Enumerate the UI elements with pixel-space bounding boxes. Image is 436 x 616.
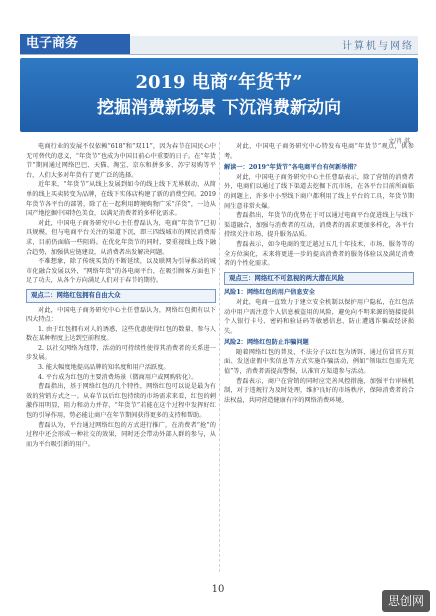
list-item: 1. 由于红包拥有对人的诱惑，这些优惠使得红包的数量、参与人数在某种程度上达到空前程度。	[26, 325, 216, 343]
byline: 文/肖 淇	[388, 138, 410, 145]
paragraph: 对此，中国电子商务研究中心主任曹磊认为，电商“年货节”已初具规模，但与电商平台关注的渠道下沉，即三四线城市的网民消费需求，目前仍面临一些阻碍。在优化年货节的同时，要重视线上线下融合趋势，加强供应链建设，从消费者出发解决问题。	[26, 219, 216, 256]
section-heading: 观点三：网络红不可忽视的两大潜在风险	[224, 272, 414, 286]
risk-heading: 风险1：网络红包的用户信息安全	[224, 289, 315, 297]
risk-heading: 风险2：网络红包防止诈骗问题	[224, 339, 309, 347]
paragraph: 曹磊表示，如今电商的变迁越过五几十年技术，市场、服务等的全方位演化，未来将更进一步的提高消费者的服务体验以及满足消费者的个性化需求。	[224, 240, 414, 268]
paragraph: 对此，中国电子商务研究中心特发布电商“年货节”观点，供参考。	[224, 143, 414, 160]
article-title: 2019 电商“年货节”	[135, 72, 303, 93]
left-column	[26, 142, 216, 449]
header-right-text: 计算机与网络	[342, 41, 414, 52]
paragraph: 对此，中国电子商务研究中心主任曹磊表示，除了营销的消费者外，电商们以通过了线下渠道去挖掘下沉市场，在各平台目前所面临的问题上，许多中小型线下商户都利用了线上平台的工具，年货节期间生意非常火爆。	[224, 173, 414, 210]
list-item: 3. 能大幅度地提高品牌的知名度和用户活跃度。	[38, 364, 170, 372]
watermark-logo: 思创网	[382, 590, 430, 612]
paragraph: 近年来，“年货节”从线上发展到如今的线上线下无界联动，从简单的线上买卖转变为品牌，在线下实体店构建了新的消费空间。2019年货节各平台的部署，除了在一起利用跨境购物广采“洋货”，一边从国产地挖掘中国特色美食，以满足消费者的多样化需求。	[26, 181, 216, 218]
subsection-heading: 解读一：2019“年货节”各电商平台有何新举措？	[224, 164, 360, 172]
list-item: 4. 平台成为红包的主要消费场景（微商用户或网购转化）。	[38, 373, 198, 381]
paragraph: 曹磊认为，平台通过网络红包的方式进行推广，在消费者“抢”的过程中还会形成一种社交的效果，同时还会带动外部人群的参与，从而为平台吸引新的用户。	[26, 421, 216, 448]
paragraph: 曹磊指出，年货节的优势在于可以通过电商平台促进线上与线下渠道融合，加强与消费者的互动，消费者的需求更加多样化，各平台持续关注市场，提升服务品质。	[224, 212, 414, 239]
paragraph: 曹磊指出，基于网络红包的几个特性，网络红包可以说是最为有效的营销方式之一。从春节以后红包持续的市场需求来看，红包的刺激作用明显，阻力和动力并存，“年货节”若能在这个过程中发挥好红包的引导作用，势必能让商户在年节期间获得更多的支持和帮助。	[26, 383, 216, 420]
paragraph: 随着网络红包的普及，不法分子以红包为诱饵，通过仿冒官方页面、发送虚假中奖信息等方式实施诈骗活动，例如“领取红包需先充值”等，消费者需提高警惕，认准官方渠道参与活动。	[224, 348, 414, 376]
paragraph: 对此，中国电子商务研究中心主任曹磊认为，网络红包拥有以下四大特点：	[26, 306, 216, 324]
section-heading: 观点二：网络红包拥有自由大众	[26, 289, 216, 303]
page-header	[0, 0, 436, 56]
paragraph: 曹磊表示，商户在营销的同时应完善风控措施，加强平台审核机制，对于违规行为及时处理，维护良好的市场秩序，保障消费者的合法权益，共同营造健康有序的网络消费环境。	[224, 377, 414, 404]
right-column	[224, 142, 414, 405]
article-banner	[20, 58, 418, 132]
column-divider	[219, 142, 220, 572]
page-number: 10	[211, 584, 225, 595]
article-subtitle: 挖掘消费新场景 下沉消费新动向	[97, 98, 341, 118]
paragraph: 电商行业的发展不仅依赖“618”和“双11”，因为春节在国民心中无可替代的意义，“年货节”也成为中国目前心中重要的日子。在“年货节”期间通过网络巴巴、天猫、淘宝、京东和拼多多、苏宁易购等平台，人们大多对年货有了更广泛的选择。	[26, 143, 216, 179]
paragraph: 不难想象，除了传统买货的不断延续，以及联网为引导推动的城市化融合发展以外，“网络年货”的各电商平台，在吸引顾客方面也下足了功夫，从各个方向满足人们对于春节的期待。	[26, 258, 216, 285]
paragraph: 对此，电商一直致力于建立安全机制以保护用户隐私，在红包活动中用户需注意个人信息被盗用的风险，避免向不明来源的链接提供个人银行卡号、密码和验证码等敏感信息，防止遭遇诈骗或经济损失。	[224, 298, 414, 335]
section-tag: 电子商务	[20, 34, 130, 54]
list-item: 2. 以社交网络为纽带，活动的可持续性使得其消费者的关系进一步发展。	[26, 344, 216, 362]
